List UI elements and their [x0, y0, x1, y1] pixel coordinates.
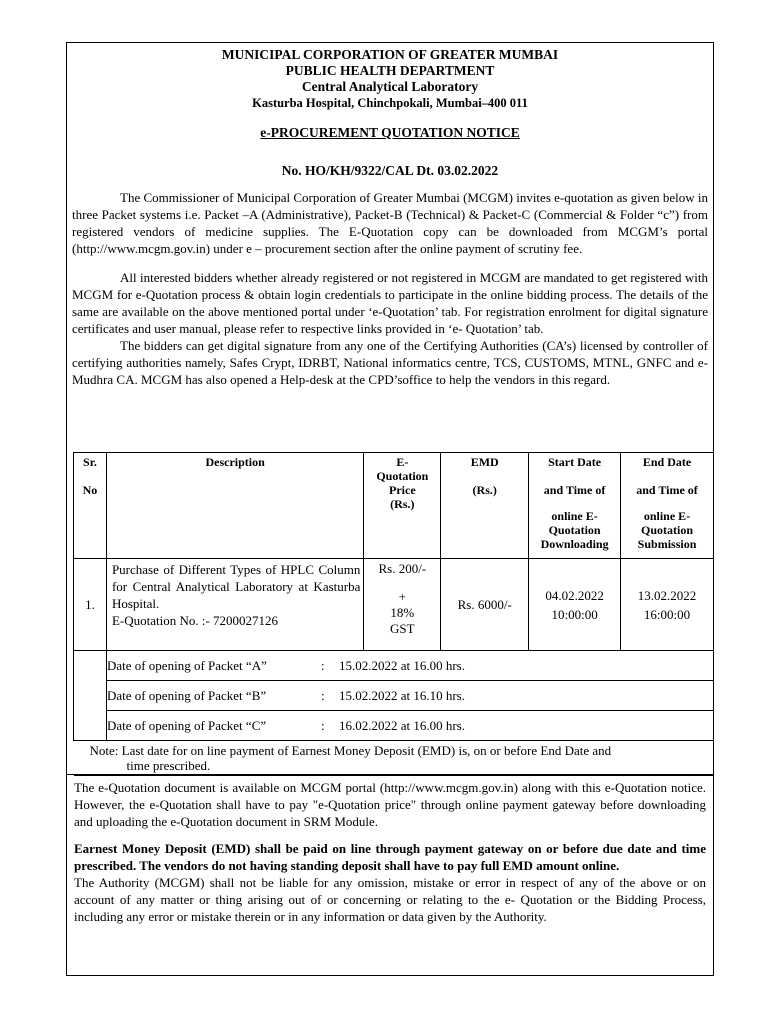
table-row — [74, 559, 714, 651]
header-end-date: End Date and Time of online E- Quotation Submission — [621, 453, 714, 559]
header-sr: Sr. No — [74, 453, 107, 559]
note-row — [74, 741, 714, 776]
footer — [69, 779, 711, 925]
quotation-table — [73, 452, 714, 776]
reference-number: No. HO/KH/9322/CAL Dt. 03.02.2022 — [281, 163, 499, 178]
footer-availability: The e-Quotation document is available on MCGM portal (http://www.mcgm.gov.in) along with this e-Quotation notice. However, the e-Quotation shall have to pay "e-Quotation price" through online payment gateway before downloading and uploading the e-Quotation document in SRM Module. — [74, 780, 706, 829]
emd-note: Note: Last date for on line payment of Earnest Money Deposit (EMD) is, on or before End Date and time prescribed. — [74, 741, 714, 776]
letterhead — [67, 47, 713, 111]
paragraph-intro: The Commissioner of Municipal Corporation of Greater Mumbai (MCGM) invites e-quotation as given below in three Packet systems i.e. Packet –A (Administrative), Packet-B (Technical) & Packet-C (Commercial & Folder “c”) from registered vendors of medicine supplies. The E-Quotation copy can be downloaded from MCGM’s portal (http://www.mcgm.gov.in) under e – procurement section after the online payment of scrutiny fee. — [72, 190, 708, 256]
footer-liability: The Authority (MCGM) shall not be liable for any omission, mistake or error in respect of any of the above or on account of any matter or thing arising out of or concerning or relating to the e- Quotation or the Bidding Process, including any error or mistake therein or in any information or data given by the Authority. — [74, 875, 706, 924]
header-description: Description — [106, 453, 363, 559]
header-lab: Central Analytical Laboratory — [301, 79, 479, 94]
opening-row-b: Date of opening of Packet “B” : 15.02.2022 at 16.10 hrs. — [74, 681, 714, 711]
header-dept: PUBLIC HEALTH DEPARTMENT — [285, 63, 495, 78]
header-emd: EMD (Rs.) — [441, 453, 529, 559]
document-frame — [66, 42, 714, 976]
row-end: 13.02.2022 16:00:00 — [621, 559, 714, 651]
footer-divider — [67, 774, 713, 775]
opening-row-c: Date of opening of Packet “C” : 16.02.2022 at 16.00 hrs. — [74, 711, 714, 741]
opening-row-a: Date of opening of Packet “A” : 15.02.2022 at 16.00 hrs. — [74, 651, 714, 681]
row-emd: Rs. 6000/- — [441, 559, 529, 651]
footer-emd-payment: Earnest Money Deposit (EMD) shall be paid on line through payment gateway on or before due date and time prescribed. The vendors do not having standing deposit shall have to pay full EMD amount online. — [74, 841, 706, 873]
paragraph-digital-signature: The bidders can get digital signature from any one of the Certifying Authorities (CA’s) licensed by controller of certifying authorities namely, Safes Crypt, IDRBT, National informatics centre, TCS, CUSTOMS, MTNL, GNFC and e-Mudhra CA. MCGM has also opened a Help-desk at the CPD’soffice to help the vendors in this regard. — [72, 338, 708, 387]
paragraph-registration: All interested bidders whether already registered or not registered in MCGM are mandated to get registered with MCGM for e-Quotation process & obtain login credentials to participate in the online bidding process. The details of the same are available on the above mentioned portal under ‘e-Quotation’ tab. For registration enrolment for digital signature certificates and user manual, please refer to respective links provided in ‘e- Quotation’ tab. — [72, 270, 708, 336]
notice-title: e-PROCUREMENT QUOTATION NOTICE — [260, 125, 520, 140]
table-header-row — [74, 453, 714, 559]
header-start-date: Start Date and Time of online E- Quotation Downloading — [529, 453, 621, 559]
header-org: MUNICIPAL CORPORATION OF GREATER MUMBAI — [221, 47, 559, 62]
row-sr: 1. — [74, 559, 107, 651]
header-price: E- Quotation Price (Rs.) — [364, 453, 441, 559]
row-start: 04.02.2022 10:00:00 — [529, 559, 621, 651]
row-description: Purchase of Different Types of HPLC Column for Central Analytical Laboratory at Kasturba Hospital. E-Quotation No. :- 7200027126 — [106, 559, 363, 651]
header-address: Kasturba Hospital, Chinchpokali, Mumbai–400 011 — [252, 96, 528, 110]
row-price: Rs. 200/- + 18% GST — [364, 559, 441, 651]
